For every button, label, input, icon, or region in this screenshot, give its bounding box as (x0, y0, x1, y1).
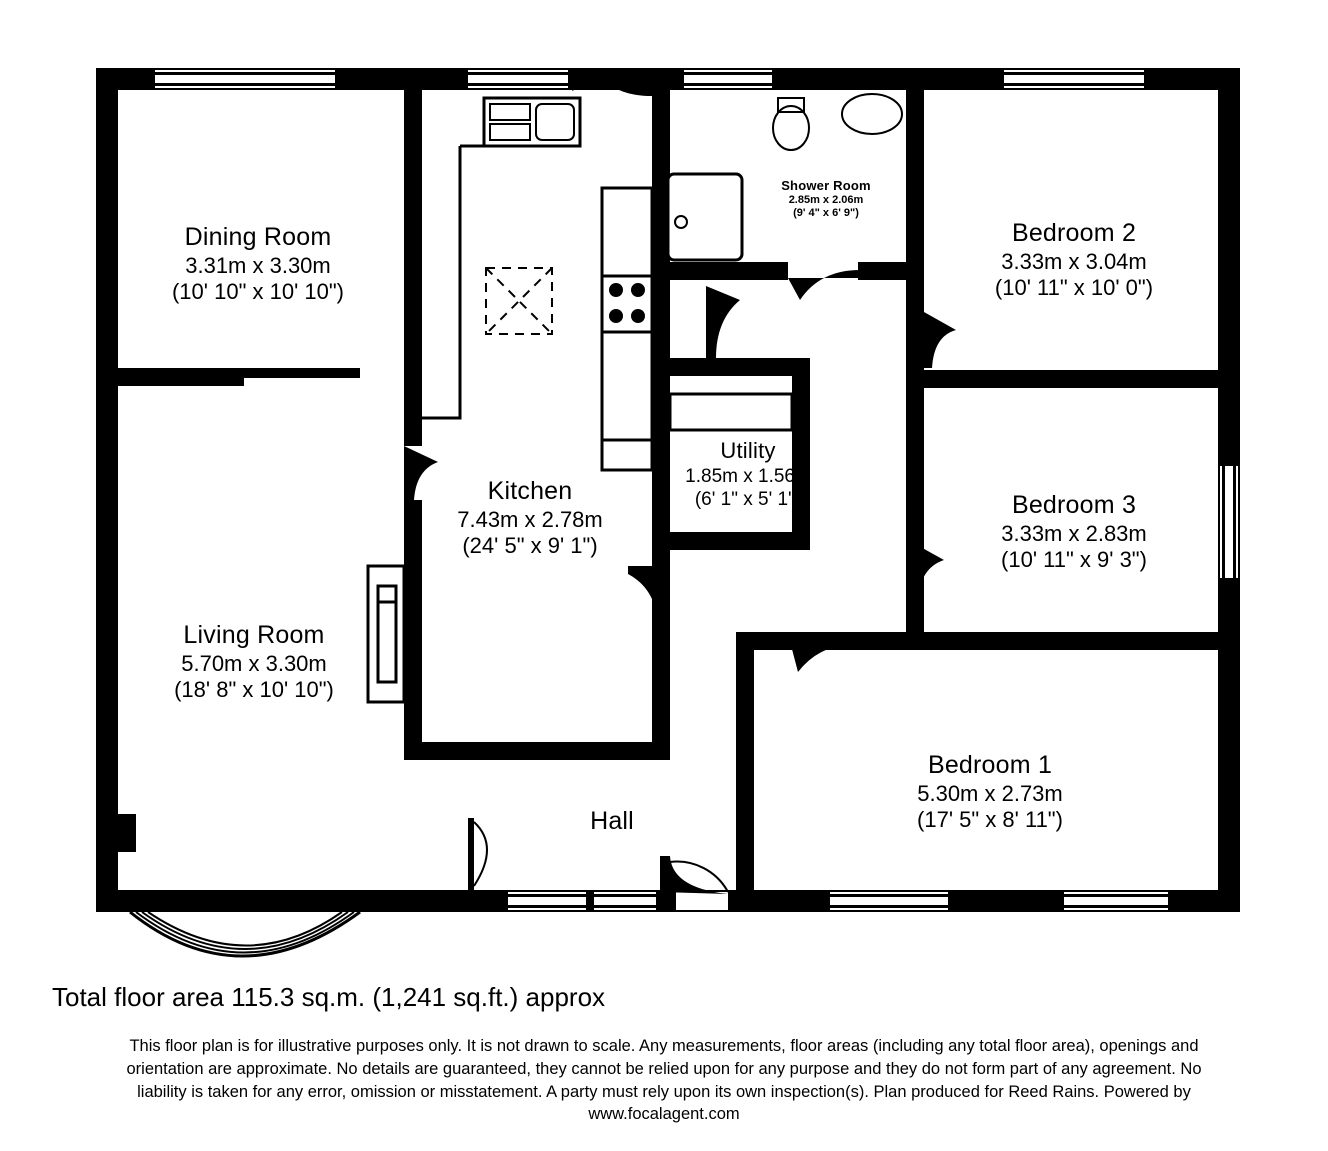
footer (0, 960, 1328, 1126)
disclaimer-line-1: This floor plan is for illustrative purposes only. It is not drawn to scale. Any measurements, floor areas (including any total floor area), openings and (129, 1037, 1199, 1055)
room-dimension-imperial: (10' 11" x 10' 0") (994, 275, 1154, 301)
room-dimension-imperial: (10' 11" x 9' 3") (1001, 547, 1147, 573)
room-name: Bedroom 2 (1011, 219, 1137, 247)
room-label-kitchen (424, 476, 636, 560)
room-dimension-metric: 7.43m x 2.78m (457, 506, 603, 532)
room-dimension-metric: 3.31m x 3.30m (185, 252, 331, 278)
room-dimension-imperial: (17' 5" x 8' 11") (917, 807, 1063, 833)
room-name: Utility (720, 438, 776, 463)
room-name: Hall (590, 807, 634, 835)
disclaimer-website: www.focalagent.com (588, 1105, 740, 1124)
room-dimension-metric: 5.30m x 2.73m (917, 780, 1063, 806)
room-label-shower-room (726, 178, 926, 221)
disclaimer-line-2: orientation are approximate. No details are guaranteed, they cannot be relied upon for any purpose and they do not form part of any agreement. No (126, 1059, 1202, 1078)
room-dimension-imperial: (10' 10" x 10' 10") (171, 279, 344, 305)
room-label-bedroom-2 (962, 218, 1186, 302)
room-label-utility (668, 438, 828, 511)
room-name: Dining Room (184, 223, 332, 251)
room-name: Living Room (183, 621, 325, 649)
room-dimension-metric: 5.70m x 3.30m (181, 650, 327, 676)
room-dimension-imperial: (6' 1" x 5' 1") (694, 489, 802, 510)
room-dimension-imperial: (18' 8" x 10' 10") (174, 677, 334, 703)
room-dimension-metric: 3.33m x 3.04m (1001, 248, 1147, 274)
room-dimension-metric: 1.85m x 1.56m (685, 465, 811, 487)
room-label-hall (552, 806, 672, 837)
room-label-bedroom-1 (878, 750, 1102, 834)
total-floor-area-text: Total floor area 115.3 sq.m. (1,241 sq.ft.) approx (52, 982, 606, 1012)
room-dimension-metric: 3.33m x 2.83m (1001, 520, 1147, 546)
room-dimension-metric: 2.85m x 2.06m (788, 193, 864, 206)
room-label-living-room (142, 620, 366, 704)
room-name: Shower Room (781, 178, 871, 193)
disclaimer-text (0, 1013, 1328, 1126)
room-name: Kitchen (487, 477, 573, 505)
disclaimer-line-3: liability is taken for any error, omission or misstatement. A party must rely upon its own inspection(s). Plan produced for Reed Rains. Powered by (137, 1082, 1191, 1101)
room-label-bedroom-3 (962, 490, 1186, 574)
room-name: Bedroom 1 (927, 751, 1053, 779)
room-label-dining-room (146, 222, 370, 306)
room-dimension-imperial: (24' 5" x 9' 1") (462, 533, 598, 559)
room-name: Bedroom 3 (1011, 491, 1137, 519)
room-dimension-imperial: (9' 4" x 6' 9") (793, 207, 859, 220)
